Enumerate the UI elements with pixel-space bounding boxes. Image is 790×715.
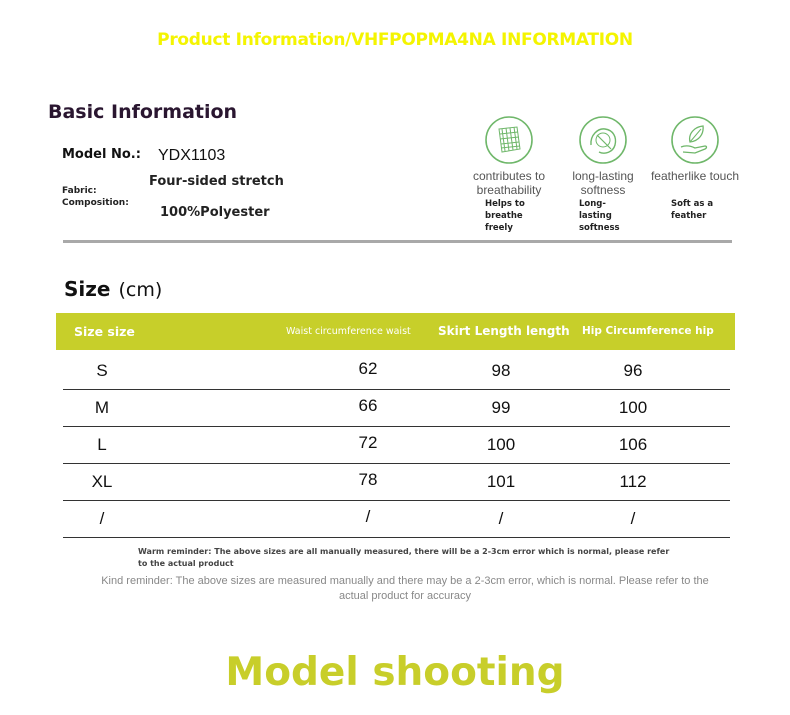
size-table-header bbox=[56, 313, 735, 350]
composition-label: Composition: bbox=[62, 198, 129, 208]
table-row bbox=[63, 463, 730, 501]
fabric-grid-icon bbox=[484, 115, 534, 165]
table-row bbox=[63, 389, 730, 427]
cell-size: / bbox=[99, 509, 105, 528]
header-waist: Waist circumference waist bbox=[286, 326, 411, 337]
model-shooting-title: Model shooting bbox=[225, 650, 565, 695]
table-row bbox=[63, 426, 730, 464]
kind-reminder: Kind reminder: The above sizes are measured manually and there may be a 2-3cm error, which is normal. Please refer to the actual product for accuracy bbox=[101, 575, 709, 602]
composition-value: 100%Polyester bbox=[160, 205, 270, 220]
cell-hip: / bbox=[630, 509, 636, 528]
table-row bbox=[63, 352, 730, 390]
cell-waist: / bbox=[365, 507, 371, 526]
cell-hip: 96 bbox=[623, 361, 643, 380]
fabric-label: Fabric: bbox=[62, 186, 97, 196]
cell-hip: 100 bbox=[618, 398, 648, 417]
header-size: Size size bbox=[74, 324, 135, 339]
fabric-value: Four-sided stretch bbox=[149, 174, 284, 189]
cell-waist: 78 bbox=[358, 470, 378, 489]
page-header-title: Product Information/VHFPOPMA4NA INFORMATION bbox=[157, 30, 633, 50]
size-section-title bbox=[64, 277, 162, 301]
feature-desc: Long-lasting softness bbox=[579, 199, 620, 233]
leaf-circle-icon bbox=[578, 115, 628, 165]
section-divider bbox=[63, 240, 732, 243]
feature-title: long-lasting softness bbox=[572, 169, 634, 197]
feature-touch bbox=[647, 115, 743, 221]
size-title-text: Size bbox=[64, 277, 111, 301]
warm-reminder: Warm reminder: The above sizes are all manually measured, there will be a 2-3cm error which is normal, please refer to the actual product bbox=[138, 547, 670, 568]
cell-size: M bbox=[94, 398, 110, 417]
cell-size: XL bbox=[91, 472, 113, 491]
feature-desc: Soft as a feather bbox=[671, 199, 714, 221]
feature-softness bbox=[555, 115, 651, 233]
cell-skirt: / bbox=[498, 509, 504, 528]
cell-skirt: 101 bbox=[486, 472, 516, 491]
size-unit: (cm) bbox=[118, 279, 163, 301]
feature-title: contributes to breathability bbox=[472, 169, 546, 197]
table-row bbox=[63, 500, 730, 538]
cell-waist: 72 bbox=[358, 433, 378, 452]
feature-desc: Helps to breathe freely bbox=[485, 199, 525, 233]
model-value: YDX1103 bbox=[158, 147, 226, 164]
cell-size: S bbox=[96, 361, 108, 380]
cell-hip: 112 bbox=[619, 472, 647, 491]
basic-info-title: Basic Information bbox=[48, 101, 238, 123]
header-hip: Hip Circumference hip bbox=[582, 325, 714, 337]
model-label: Model No.: bbox=[62, 147, 141, 162]
feature-breathability bbox=[461, 115, 557, 233]
cell-size: L bbox=[97, 435, 107, 454]
cell-hip: 106 bbox=[618, 435, 648, 454]
feature-title: featherlike touch bbox=[650, 169, 740, 183]
cell-skirt: 100 bbox=[486, 435, 516, 454]
cell-waist: 66 bbox=[358, 396, 378, 415]
feather-hand-icon bbox=[670, 115, 720, 165]
cell-skirt: 99 bbox=[491, 398, 511, 417]
cell-skirt: 98 bbox=[491, 361, 511, 380]
header-skirt: Skirt Length length bbox=[438, 324, 570, 338]
cell-waist: 62 bbox=[358, 359, 378, 378]
